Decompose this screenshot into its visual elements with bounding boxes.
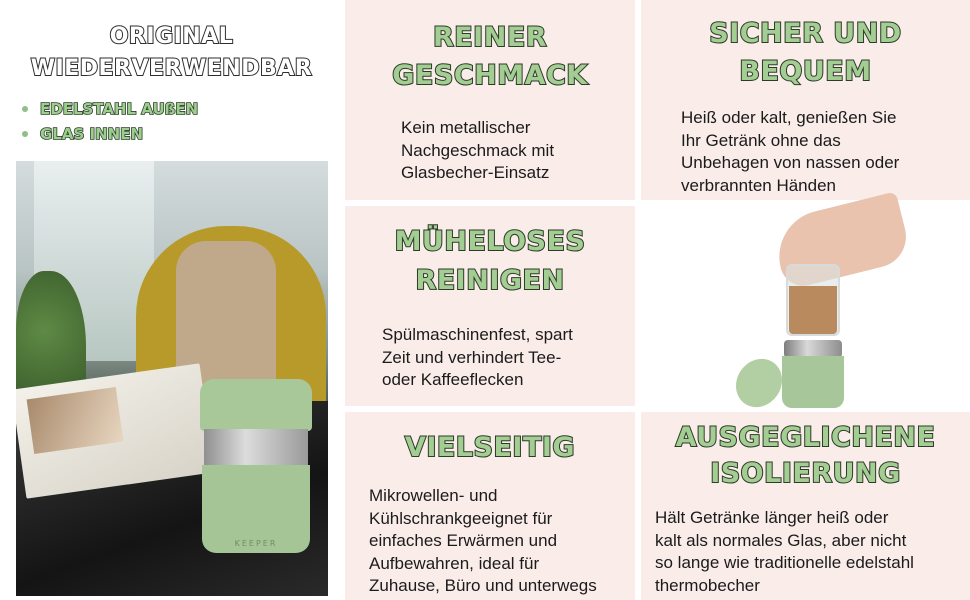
bullet-item <box>22 121 198 146</box>
panel-sicher-und-bequem <box>641 0 970 200</box>
text-line: Kein metallischer <box>401 118 531 137</box>
text-line: Spülmaschinenfest, spart <box>382 325 573 344</box>
panel-description <box>369 485 597 598</box>
cup-lid-shape <box>200 379 312 431</box>
tea-shape <box>789 286 837 334</box>
text-line: Zuhause, Büro und unterwegs <box>369 576 597 595</box>
bullet-item <box>22 96 198 121</box>
text-line: Hält Getränke länger heiß oder <box>655 508 889 527</box>
text-line: Nachgeschmack mit <box>401 140 555 160</box>
panel-reiner-geschmack <box>345 0 635 200</box>
text-line: thermobecher <box>655 575 760 595</box>
sleeve-body-shape <box>782 356 844 408</box>
panel-description <box>382 324 573 392</box>
left-title-line1: ORIGINAL <box>109 24 234 49</box>
panel-title-line: VIELSEITIG <box>404 432 576 463</box>
text-line: Unbehagen von nassen oder <box>681 153 900 172</box>
text-line: Zeit und verhindert Tee- <box>382 347 562 367</box>
left-title-line2: WIEDERVERWENDBAR <box>30 56 313 81</box>
text-line: Mikrowellen- und <box>369 486 498 505</box>
panel-title-line: BEQUEM <box>739 56 872 87</box>
panel-muheloses-reinigen <box>345 206 635 406</box>
panel-title-line: REINER <box>432 22 548 53</box>
panel-description <box>655 507 914 597</box>
product-lifestyle-photo <box>16 161 328 596</box>
text-line: Glasbecher-Einsatz <box>401 163 550 182</box>
panel-title-line: SICHER UND <box>709 18 902 49</box>
panel-title-line: AUSGEGLICHENE <box>675 422 936 453</box>
product-image-panel <box>641 206 970 406</box>
panel-ausgeglichene-isolierung <box>641 412 970 600</box>
left-column <box>0 0 343 600</box>
text-line: einfaches Erwärmen und <box>369 531 558 550</box>
bullet-label: EDELSTAHL AUßEN <box>40 99 199 118</box>
text-line: verbrannten Händen <box>681 175 837 195</box>
feature-bullets <box>22 96 198 146</box>
text-line: Ihr Getränk ohne das <box>681 130 841 150</box>
bullet-dot-icon <box>22 106 28 112</box>
panel-title-line: REINIGEN <box>415 265 565 296</box>
cup-brand-label: KEEPER <box>234 539 278 548</box>
bullet-dot-icon <box>22 131 28 137</box>
text-line: oder Kaffeeflecken <box>382 370 524 389</box>
text-line: Aufbewahren, ideal für <box>369 553 540 573</box>
text-line: kalt als normales Glas, aber nicht <box>655 530 907 550</box>
text-line: Kühlschrankgeeignet für <box>369 508 553 528</box>
panel-title-line: MÜHELOSES <box>394 226 586 257</box>
panel-title-line: ISOLIERUNG <box>710 458 901 489</box>
panel-title-line: GESCHMACK <box>392 60 588 91</box>
panel-description <box>401 117 554 185</box>
panel-description <box>681 107 899 197</box>
text-line: so lange wie traditionelle edelstahl <box>655 553 914 572</box>
text-line: Heiß oder kalt, genießen Sie <box>681 108 897 127</box>
bullet-label: GLAS INNEN <box>40 124 143 143</box>
panel-vielseitig <box>345 412 635 600</box>
cup-steel-band-shape <box>204 429 308 467</box>
